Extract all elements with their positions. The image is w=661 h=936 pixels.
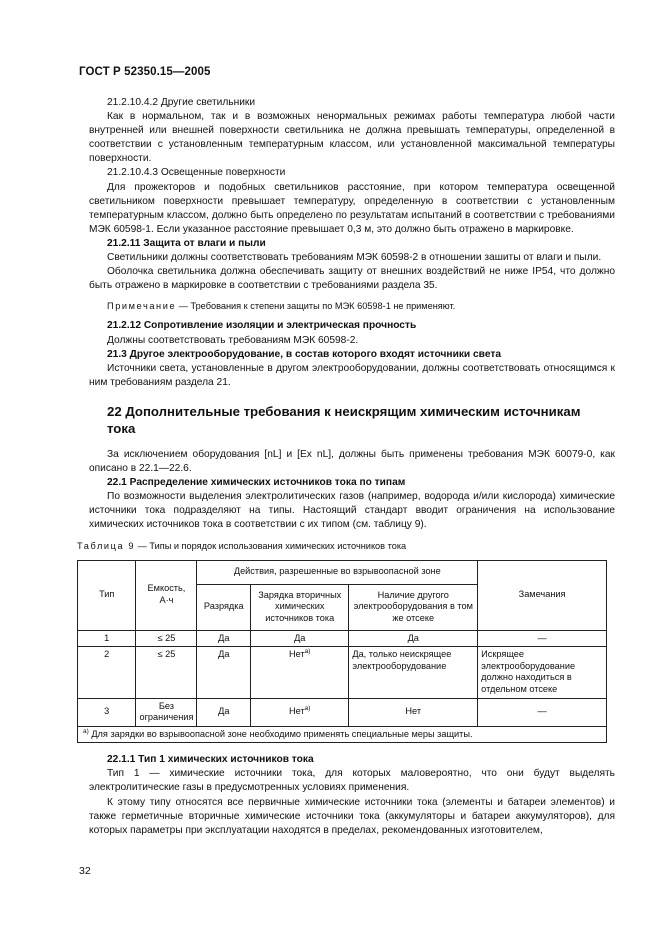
- clause-21-2-11-text-1: Светильники должны соответствовать требованиям МЭК 60598-2 в отношении зашиты от влаги и пыли.: [107, 252, 602, 264]
- cell-charging: [251, 630, 349, 647]
- clause-21-2-10-4-3-text: Для прожекторов и подобных светильников расстояние, при котором температура освещенной светильником поверхности превышает температуру, определенную в соответствии с установленным температурным классом, должно быть определено по результатам испытаний в соответствии с требованиями МЭК 60598-1. Если указанное расстояние превышает 0,3 м, это должно быть отражено в маркировке.: [89, 181, 615, 235]
- table-9-caption-label: Таблица 9: [77, 541, 136, 552]
- table-9-caption: [77, 539, 615, 553]
- table-row: [78, 698, 607, 726]
- table-9: [77, 560, 607, 744]
- page-number: 32: [79, 865, 91, 877]
- clause-22-1-1-heading: 22.1.1 Тип 1 химических источников тока: [107, 754, 314, 766]
- table-row: [78, 647, 607, 698]
- cell-capacity: ≤ 25: [136, 630, 197, 647]
- table-header-remarks: Замечания: [478, 560, 607, 630]
- footnote-ref: а): [304, 648, 311, 656]
- cell-charging-value: Нет: [289, 706, 305, 717]
- cell-type: 1: [78, 630, 136, 647]
- clause-22-1-text: По возможности выделения электролитических газов (например, водорода и/или кислорода) химические источники тока подразделяют на типы. Настоящий стандарт вводит ограничения на использование химических источников тока в соответствии с их типом (см. таблицу 9).: [89, 491, 615, 531]
- table-header-discharge: Разрядка: [197, 584, 251, 630]
- cell-discharge: Да: [197, 647, 251, 698]
- cell-discharge: Да: [197, 698, 251, 726]
- section-22-title-line-2: тока: [107, 420, 136, 436]
- cell-capacity: ≤ 25: [136, 647, 197, 698]
- clause-21-2-10-4-2-text: Как в нормальном, так и в возможных ненормальных режимах работы температура любой части внутренней или внешней поверхности светильника не должна превышать температуры, определенной в соответствии с установленным температурным классом, или установленной максимальной температуры поверхности.: [89, 111, 615, 165]
- table-header-other-equipment: Наличие другого электрооборудования в том же отсеке: [349, 584, 478, 630]
- cell-charging-value: Нет: [289, 649, 305, 660]
- clause-21-2-11-heading: 21.2.11 Защита от влаги и пыли: [107, 237, 266, 249]
- clause-21-2-10-4-3-heading: 21.2.10.4.3 Освещенные поверхности: [107, 167, 286, 179]
- cell-remarks: Искрящее электрооборудование должно находиться в отдельном отсеке: [478, 647, 607, 698]
- cell-discharge: Да: [197, 630, 251, 647]
- page-body: [77, 96, 615, 838]
- clause-21-3-heading: 21.3 Другое электрооборудование, в состав которого входят источники света: [107, 348, 502, 360]
- table-9-caption-text: — Типы и порядок использования химических источников тока: [135, 541, 407, 552]
- cell-charging: [251, 698, 349, 726]
- note-label: Примечание: [107, 301, 177, 312]
- cell-remarks: —: [478, 630, 607, 647]
- cell-charging-value: Да: [294, 632, 306, 643]
- section-22-title-line-1: 22 Дополнительные требования к неискрящим химическим источникам: [107, 403, 581, 419]
- clause-21-2-12-heading: 21.2.12 Сопротивление изоляции и электрическая прочность: [107, 320, 417, 332]
- footnote-ref: а): [304, 705, 311, 713]
- clause-21-2-12-text: Должны соответствовать требованиям МЭК 60598-2.: [107, 334, 359, 346]
- section-22-intro: За исключением оборудования [nL] и [Ex nL], должны быть применены требования МЭК 60079-0, как описано в 22.1—22.6.: [89, 448, 615, 474]
- table-9-footnote: [78, 726, 607, 743]
- clause-22-1-1-text-2: К этому типу относятся все первичные химические источники тока (элементы и батареи элементов) и также герметичные вторичные химические источники тока (аккумуляторы и батареи аккумуляторов), для которых параметры при эксплуатации находятся в пределах, рекомендованных изготовителем,: [89, 796, 615, 836]
- table-header-type: Тип: [78, 560, 136, 630]
- cell-capacity: Без ограничения: [136, 698, 197, 726]
- table-header-actions: Действия, разрешенные во взрывоопасной зоне: [197, 560, 478, 584]
- table-header-capacity: Емкость, А·ч: [136, 560, 197, 630]
- table-row: [78, 630, 607, 647]
- section-22-title: [89, 403, 615, 437]
- clause-21-2-11-note: [89, 299, 615, 313]
- footnote-mark: а): [83, 727, 89, 735]
- clause-21-3-text: Источники света, установленные в другом электрооборудовании, должны соответствовать относящимся к ним требованиям раздела 21.: [89, 362, 615, 388]
- cell-charging: [251, 647, 349, 698]
- cell-remarks: —: [478, 698, 607, 726]
- cell-other-equipment: Да: [349, 630, 478, 647]
- cell-other-equipment: Да, только неискрящее электрооборудование: [349, 647, 478, 698]
- clause-22-1-1-text-1: Тип 1 — химические источники тока, для которых маловероятно, что они будут выделять электролитические газы в предусмотренных условиях применения.: [89, 768, 615, 794]
- table-header-charging: Зарядка вторичных химических источников тока: [251, 584, 349, 630]
- cell-other-equipment: Нет: [349, 698, 478, 726]
- clause-21-2-11-text-2: Оболочка светильника должна обеспечивать защиту от внешних воздействий не ниже IP54, что должно быть отражено в маркировке в соответствии с требованиями раздела 35.: [89, 266, 615, 292]
- cell-type: 2: [78, 647, 136, 698]
- standard-header: ГОСТ Р 52350.15—2005: [79, 66, 211, 78]
- clause-22-1-heading: 22.1 Распределение химических источников тока по типам: [107, 477, 406, 489]
- note-text: — Требования к степени защиты по МЭК 60598-1 не применяют.: [176, 301, 456, 312]
- clause-21-2-10-4-2-heading: 21.2.10.4.2 Другие светильники: [107, 97, 256, 108]
- footnote-text: Для зарядки во взрывоопасной зоне необходимо применять специальные меры защиты.: [88, 728, 473, 739]
- cell-type: 3: [78, 698, 136, 726]
